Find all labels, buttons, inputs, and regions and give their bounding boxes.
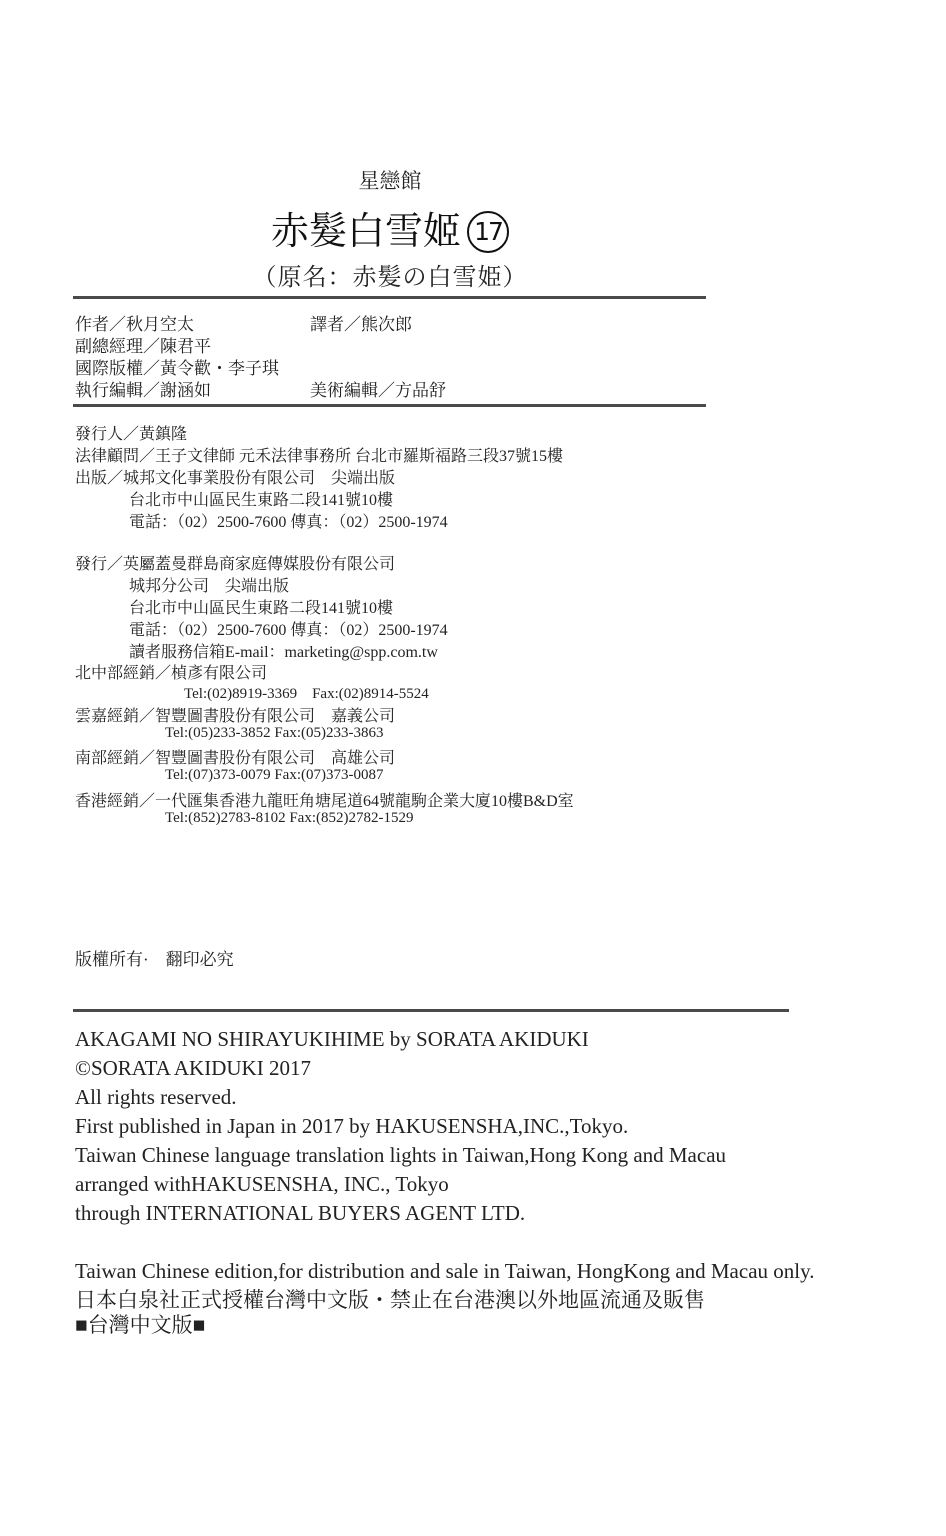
imprint-line: 出版／城邦文化事業股份有限公司 尖端出版: [75, 470, 396, 487]
original-title: （原名：赤髪の白雪姫）: [252, 263, 528, 291]
credit-intl-rights: 國際版權／黃令歡・李子琪: [75, 359, 279, 378]
credit-art-editor: 美術編輯／方品舒: [310, 381, 446, 400]
edition-mark: ■台灣中文版■: [75, 1313, 206, 1337]
distributor-name: 南部經銷／智豐圖書股份有限公司 高雄公司: [75, 750, 396, 767]
distributor-contact: Tel:(02)8919-3369 Fax:(02)8914-5524: [184, 686, 429, 702]
distributor-name: 雲嘉經銷／智豐圖書股份有限公司 嘉義公司: [75, 708, 396, 725]
book-title: [0, 200, 780, 255]
distribution-phone: 電話：（02）2500-7600 傳真：（02）2500-1974: [129, 622, 448, 639]
volume-number-badge: 17: [467, 211, 509, 253]
distribution-scope: Taiwan Chinese edition,for distribution and sale in Taiwan, HongKong and Macau only.: [75, 1259, 815, 1283]
distributor-name: 香港經銷／一代匯集香港九龍旺角塘尾道64號龍駒企業大廈10樓B&D室: [75, 793, 574, 810]
divider-top: [73, 296, 706, 299]
distributor-contact: Tel:(07)373-0079 Fax:(07)373-0087: [165, 767, 384, 783]
credit-translator: 譯者／熊次郎: [310, 315, 412, 334]
imprint-address: 台北市中山區民生東路二段141號10樓: [129, 492, 394, 509]
book-title-text: 赤髮白雪姬: [270, 209, 461, 253]
authorization-notice: 日本白泉社正式授權台灣中文版・禁止在台港澳以外地區流通及販售: [75, 1288, 705, 1312]
rights-notice: 版權所有· 翻印必究: [75, 950, 234, 969]
english-line: ©SORATA AKIDUKI 2017: [75, 1056, 311, 1080]
credit-author: 作者／秋月空太: [75, 315, 194, 334]
legal-counsel-line: 法律顧問／王子文律師 元禾法律事務所 台北市羅斯福路三段37號15樓: [75, 448, 564, 465]
english-line: through INTERNATIONAL BUYERS AGENT LTD.: [75, 1201, 526, 1225]
english-line: AKAGAMI NO SHIRAYUKIHIME by SORATA AKIDUKI: [75, 1027, 589, 1051]
distribution-address: 台北市中山區民生東路二段141號10樓: [129, 600, 394, 617]
divider-credits: [73, 404, 706, 407]
english-line: Taiwan Chinese language translation lights in Taiwan,Hong Kong and Macau: [75, 1143, 727, 1167]
imprint-name: 星戀館: [358, 169, 422, 193]
reader-service-email: 讀者服務信箱E-mail：marketing@spp.com.tw: [129, 644, 438, 661]
english-line: All rights reserved.: [75, 1085, 237, 1109]
divider-english: [73, 1009, 789, 1012]
english-line: arranged withHAKUSENSHA, INC., Tokyo: [75, 1172, 449, 1196]
credit-exec-editor: 執行編輯／謝涵如: [75, 381, 211, 400]
distribution-branch: 城邦分公司 尖端出版: [129, 578, 290, 595]
english-line: First published in Japan in 2017 by HAKUSENSHA,INC.,Tokyo.: [75, 1114, 629, 1138]
distributor-contact: Tel:(852)2783-8102 Fax:(852)2782-1529: [165, 810, 414, 826]
publisher-line: 發行人／黃鎮隆: [75, 426, 188, 443]
distribution-line: 發行／英屬蓋曼群島商家庭傳媒股份有限公司: [75, 556, 396, 573]
credit-deputy-manager: 副總經理／陳君平: [75, 337, 211, 356]
imprint-phone: 電話：（02）2500-7600 傳真：（02）2500-1974: [129, 514, 448, 531]
distributor-name: 北中部經銷／楨彥有限公司: [75, 665, 268, 682]
distributor-contact: Tel:(05)233-3852 Fax:(05)233-3863: [165, 725, 384, 741]
